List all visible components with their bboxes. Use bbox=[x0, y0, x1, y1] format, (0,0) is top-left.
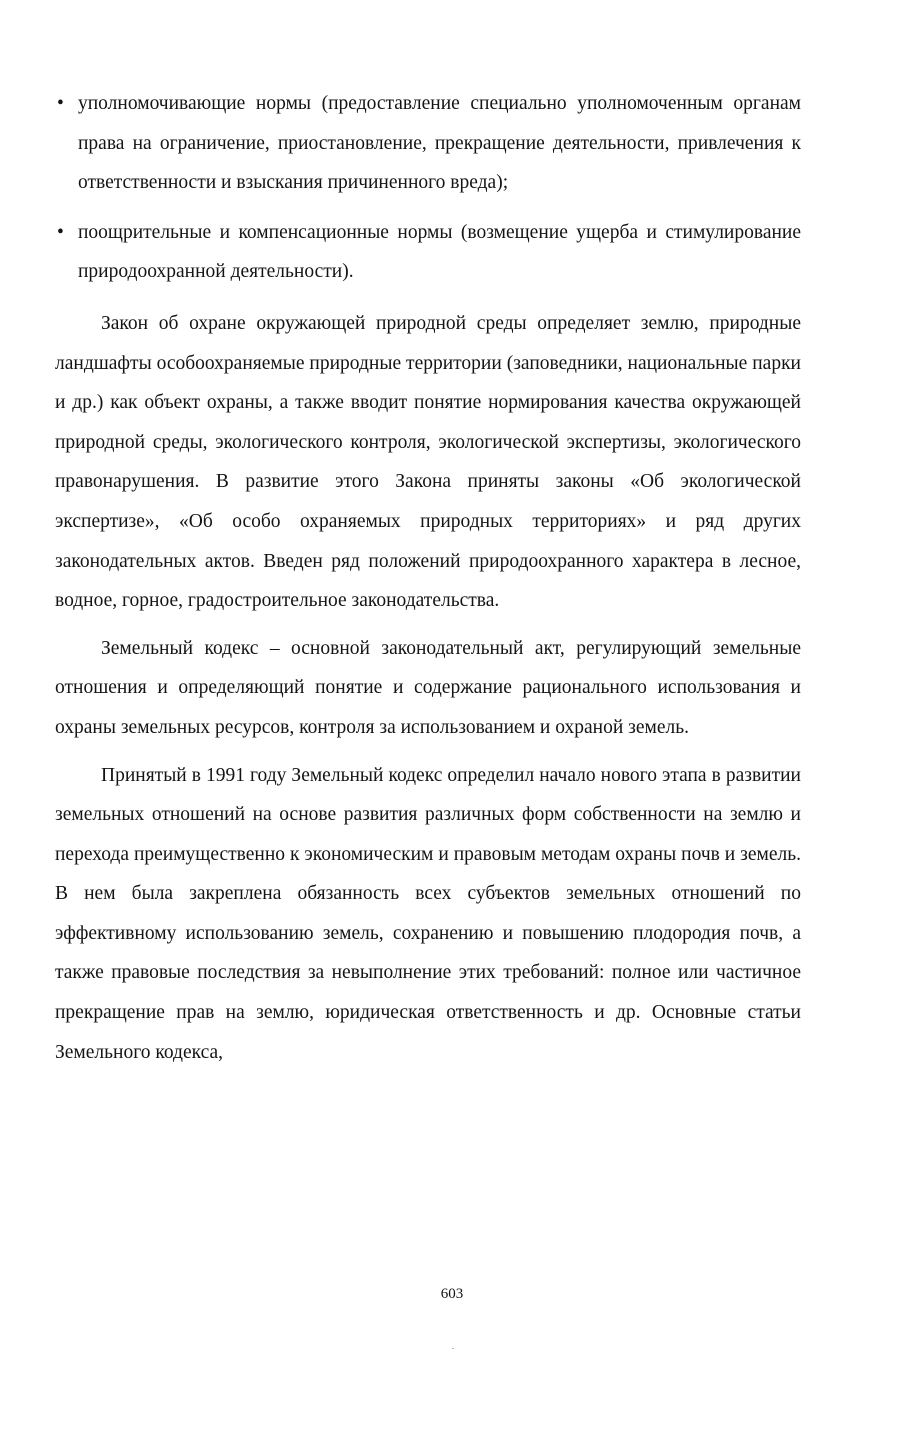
bullet-icon: • bbox=[57, 221, 64, 243]
list-item-text: уполномочивающие нормы (предоставление специально уполномоченным органам права на ограничение, приостановление, прекращение деятельности, привлечения к ответственности и взыскания причиненного вреда); bbox=[78, 93, 801, 194]
paragraph: Принятый в 1991 году Земельный кодекс определил начало нового этапа в развитии земельных отношений на основе развития различных форм собственности на землю и перехода преимущественно к экономическим и правовым методам охраны почв и земель. В нем была закреплена обязанность всех субъектов земельных отношений по эффективному использованию земель, сохранению и повышению плодородия почв, а также правовые последствия за невыполнение этих требований: полное или частичное прекращение прав на землю, юридическая ответственность и др. Основные статьи Земельного кодекса, bbox=[55, 764, 801, 1063]
list-item bbox=[55, 213, 801, 292]
paragraph: Закон об охране окружающей природной среды определяет землю, природные ландшафты особоохраняемые природные территории (заповедники, национальные парки и др.) как объект охраны, а также вводит понятие нормирования качества окружающей природной среды, экологического контроля, экологической экспертизы, экологического правонарушения. В развитие этого Закона приняты законы «Об экологической экспертизе», «Об особо охраняемых природных территориях» и ряд других законодательных актов. Введен ряд положений природоохранного характера в лесное, водное, горное, градостроительное законодательства. bbox=[55, 312, 801, 612]
page-number: 603 bbox=[440, 1286, 464, 1302]
paragraph: Земельный кодекс – основной законодательный акт, регулирующий земельные отношения и определяющий понятие и содержание рационального использования и охраны земельных ресурсов, контроля за использованием и охраной земель. bbox=[55, 637, 801, 738]
bullet-icon: • bbox=[57, 93, 64, 114]
scan-artifact bbox=[452, 1348, 454, 1349]
bullet-list bbox=[55, 84, 801, 292]
list-item-text: поощрительные и компенсационные нормы (возмещение ущерба и стимулирование природоохранной деятельности). bbox=[78, 221, 801, 283]
list-item bbox=[55, 84, 801, 203]
page-content bbox=[55, 84, 801, 1072]
